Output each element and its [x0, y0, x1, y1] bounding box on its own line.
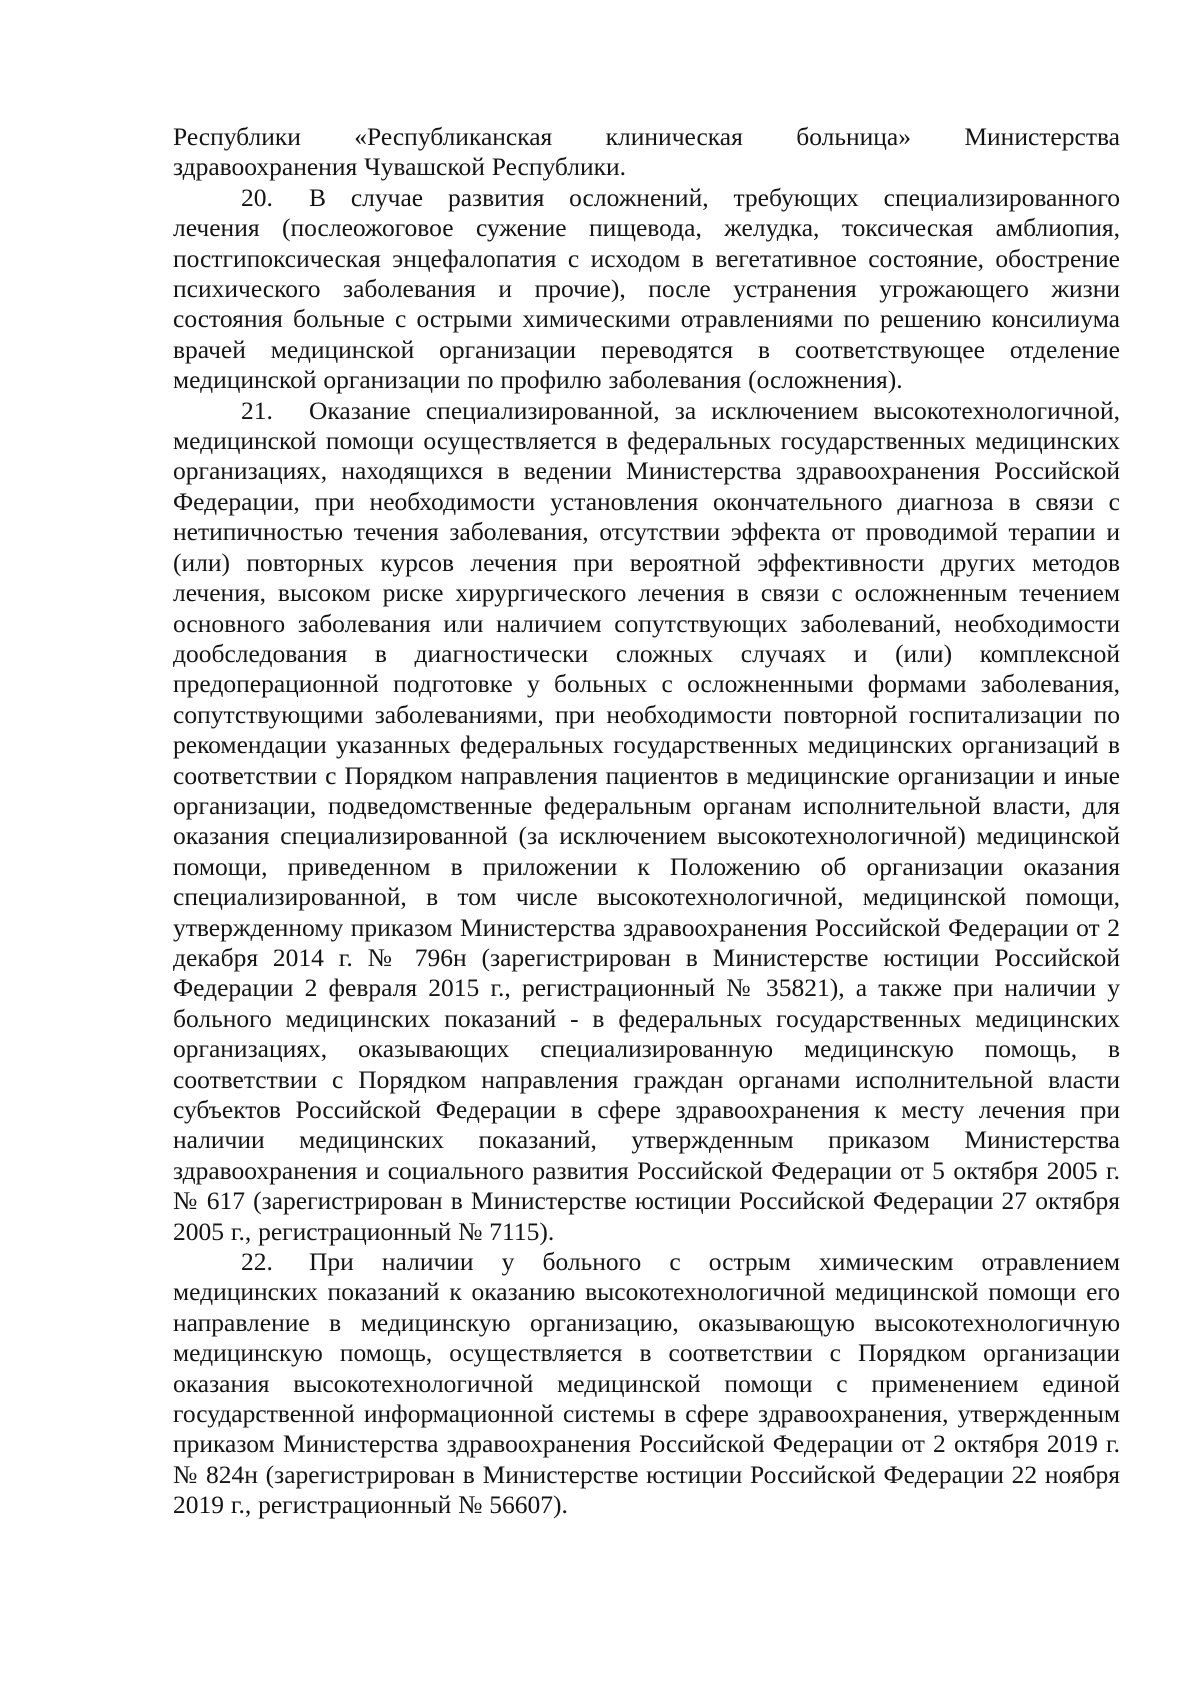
paragraph-text: При наличии у больного с острым химическим отравлением медицинских показаний к оказанию высокотехнологичной медицинской помощи его направление в медицинскую организацию, оказывающую высокотехнологичную медицинскую помощь, осуществляется в соответствии с Порядком организации оказания высокотехнологичной медицинской помощи с применением единой государственной информационной системы в сфере здравоохранения, утвержденным приказом Министерства здравоохранения Российской Федерации от 2 октября 2019 г. № 824н (зарегистрирован в Министерстве юстиции Российской Федерации 22 ноября 2019 г., регистрационный № 56607).: [173, 1247, 1120, 1520]
document-page: [173, 122, 1120, 1521]
paragraph-number: 22.: [241, 1247, 273, 1277]
paragraph-22: [173, 1247, 1120, 1521]
paragraph-text: Оказание специализированной, за исключением высокотехнологичной, медицинской помощи осуществляется в федеральных государственных медицинских организациях, находящихся в ведении Министерства здравоохранения Российской Федерации, при необходимости установления окончательного диагноза в связи с нетипичностью течения заболевания, отсутствии эффекта от проводимой терапии и (или) повторных курсов лечения при вероятной эффективности других методов лечения, высоком риске хирургического лечения в связи с осложненным течением основного заболевания или наличием сопутствующих заболеваний, необходимости дообследования в диагностически сложных случаях и (или) комплексной предоперационной подготовке у больных с осложненными формами заболевания, сопутствующими заболеваниями, при необходимости повторной госпитализации по рекомендации указанных федеральных государственных медицинских организаций в соответствии с Порядком направления пациентов в медицинские организации и иные организации, подведомственные федеральным органам исполнительной власти, для оказания специализированной (за исключением высокотехнологичной) медицинской помощи, приведенном в приложении к Положению об организации оказания специализированной, в том числе высокотехнологичной, медицинской помощи, утвержденному приказом Министерства здравоохранения Российской Федерации от 2 декабря 2014 г. № 796н (зарегистрирован в Министерстве юстиции Российской Федерации 2 февраля 2015 г., регистрационный № 35821), а также при наличии у больного медицинских показаний - в федеральных государственных медицинских организациях, оказывающих специализированную медицинскую помощь, в соответствии с Порядком направления граждан органами исполнительной власти субъектов Российской Федерации в сфере здравоохранения к месту лечения при наличии медицинских показаний, утвержденным приказом Министерства здравоохранения и социального развития Российской Федерации от 5 октября 2005 г. № 617 (зарегистрирован в Министерстве юстиции Российской Федерации 27 октября 2005 г., регистрационный № 7115).: [173, 395, 1120, 1246]
paragraph-20: [173, 183, 1120, 396]
paragraph-number: 20.: [241, 182, 273, 212]
paragraph-21: [173, 396, 1120, 1247]
paragraph-text: Республики «Республиканская клиническая больница» Министерства здравоохранения Чувашской Республики.: [173, 122, 1120, 182]
paragraph-text: В случае развития осложнений, требующих специализированного лечения (послеожоговое сужение пищевода, желудка, токсическая амблиопия, постгипоксическая энцефалопатия с исходом в вегетативное состояние, обострение психического заболевания и прочие), после устранения угрожающего жизни состояния больные с острыми химическими отравлениями по решению консилиума врачей медицинской организации переводятся в соответствующее отделение медицинской организации по профилю заболевания (осложнения).: [173, 182, 1120, 395]
paragraph-number: 21.: [241, 395, 273, 425]
continuation-paragraph: [173, 122, 1120, 183]
